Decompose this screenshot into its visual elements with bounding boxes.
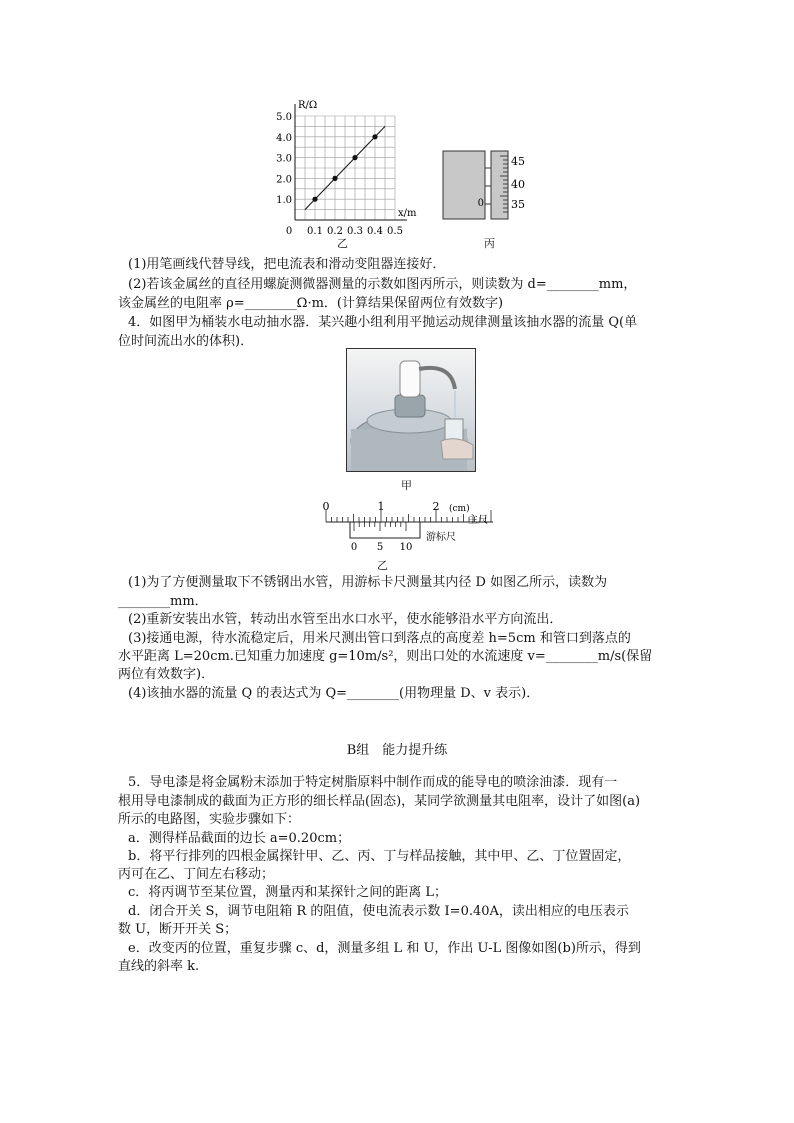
graph-caption: 乙 xyxy=(337,237,348,250)
q4-intro: 4．如图甲为桶装水电动抽水器．某兴趣小组利用平抛运动规律测量该抽水器的流量 Q(单 xyxy=(128,315,638,330)
thimble-number-45: 45 xyxy=(511,155,525,168)
y-tick-label: 2.0 xyxy=(276,174,292,186)
q4-step-3: (3)接通电源，待水流稳定后，用米尺测出管口到落点的高度差 h=5cm 和管口到落点的 xyxy=(128,631,631,646)
vernier-scale-label: 游标尺 xyxy=(426,532,456,543)
q5-step-a: a．测得样品截面的边长 a=0.20cm； xyxy=(128,831,351,846)
q5-step-b: b．将平行排列的四根金属探针甲、乙、丙、丁与样品接触，其中甲、乙、丁位置固定， xyxy=(128,849,631,864)
q5-step-c: c．将丙调节至某位置，测量丙和某探针之间的距离 L； xyxy=(128,885,448,900)
q4-step-3-cont: 水平距离 L=20cm.已知重力加速度 g=10m/s²，则出口处的水流速度 v=________m/s(保留 xyxy=(118,649,653,664)
section-heading: B组 能力提升练 xyxy=(346,743,448,758)
vernier-number-10: 10 xyxy=(399,542,413,553)
q3-step-2-cont: 该金属丝的电阻率 ρ=________Ω·m．(计算结果保留两位有效数字) xyxy=(118,296,504,311)
unit-label: (cm) xyxy=(449,504,470,514)
q4-step-2: (2)重新安装出水管，转动出水管至出水口水平，使水能够沿水平方向流出． xyxy=(128,612,563,627)
caliper-caption: 乙 xyxy=(377,559,388,572)
x-tick-label: 0.3 xyxy=(347,226,363,237)
sleeve-zero-label: 0 xyxy=(477,198,484,209)
q5-step-b-cont: 丙可在乙、丁间左右移动； xyxy=(118,867,275,882)
thimble-number-40: 40 xyxy=(511,178,525,191)
q4-step-4: (4)该抽水器的流量 Q 的表达式为 Q=________(用物理量 D、v 表示)． xyxy=(128,686,540,701)
q5-step-e: e．改变丙的位置，重复步骤 c、d，测量多组 L 和 U，作出 U-L 图像如图(b)所示，得到 xyxy=(128,941,641,956)
micrometer-caption: 丙 xyxy=(484,237,495,250)
main-number-0: 0 xyxy=(322,500,330,513)
main-number-1: 1 xyxy=(377,500,385,513)
thimble-number-35: 35 xyxy=(511,198,525,211)
q4-intro-cont: 位时间流出水的体积)． xyxy=(118,334,254,349)
data-point xyxy=(352,155,357,160)
water-pump-illustration xyxy=(347,349,475,471)
y-tick-labels xyxy=(276,112,292,206)
q5-step-d: d．闭合开关 S，调节电阻箱 R 的阻值，使电流表示数 I=0.40A，读出相应的电压表示 xyxy=(128,904,629,919)
x-tick-label: 0.4 xyxy=(367,226,383,237)
q4-step-3-cont2: 两位有效数字)． xyxy=(118,667,215,682)
vernier-caliper-figure xyxy=(318,498,508,570)
y-tick-label: 3.0 xyxy=(276,153,292,165)
q4-step-1-cont: ________mm． xyxy=(118,594,208,609)
q3-step-1: (1)用笔画线代替导线，把电流表和滑动变阻器连接好． xyxy=(128,257,446,272)
x-axis-label: x/m xyxy=(398,208,417,219)
x-tick-label: 0 xyxy=(285,226,293,237)
x-tick-label: 0.2 xyxy=(327,226,343,237)
q5-step-e-cont: 直线的斜率 k. xyxy=(118,959,200,974)
vernier-number-5: 5 xyxy=(376,542,384,553)
y-tick-label: 4.0 xyxy=(276,132,292,144)
q3-step-2: (2)若该金属丝的直径用螺旋测微器测量的示数如图丙所示，则读数为 d=________mm， xyxy=(128,277,637,292)
q4-step-1: (1)为了方便测量取下不锈钢出水管，用游标卡尺测量其内径 D 如图乙所示，读数为 xyxy=(128,575,608,590)
vernier-number-0: 0 xyxy=(350,542,358,553)
q5-intro: 5．导电漆是将金属粉末添加于特定树脂原料中制作而成的能导电的喷涂油漆．现有一 xyxy=(128,775,618,790)
q5-intro-cont: 根用导电漆制成的截面为正方形的细长样品(固态)，某同学欲测量其电阻率，设计了如图(a) xyxy=(118,794,641,809)
y-axis-label: R/Ω xyxy=(298,100,318,111)
q5-step-d-cont: 数 U，断开开关 S； xyxy=(118,922,238,937)
main-number-2: 2 xyxy=(432,500,440,513)
y-tick-label: 1.0 xyxy=(276,195,292,207)
x-tick-label: 0.5 xyxy=(387,226,403,237)
photo-caption: 甲 xyxy=(401,479,412,492)
y-tick-label: 5.0 xyxy=(276,112,292,123)
micrometer-thimble xyxy=(491,151,508,219)
x-tick-label: 0.1 xyxy=(307,226,323,237)
q5-intro-cont2: 所示的电路图，实验步骤如下： xyxy=(118,812,301,827)
main-scale-label: 主尺 xyxy=(468,515,488,526)
r-x-graph xyxy=(270,96,420,246)
data-point xyxy=(312,197,317,202)
data-point xyxy=(372,134,377,139)
data-point xyxy=(332,176,337,181)
water-pump-photo xyxy=(346,348,476,472)
micrometer-figure xyxy=(440,146,550,226)
